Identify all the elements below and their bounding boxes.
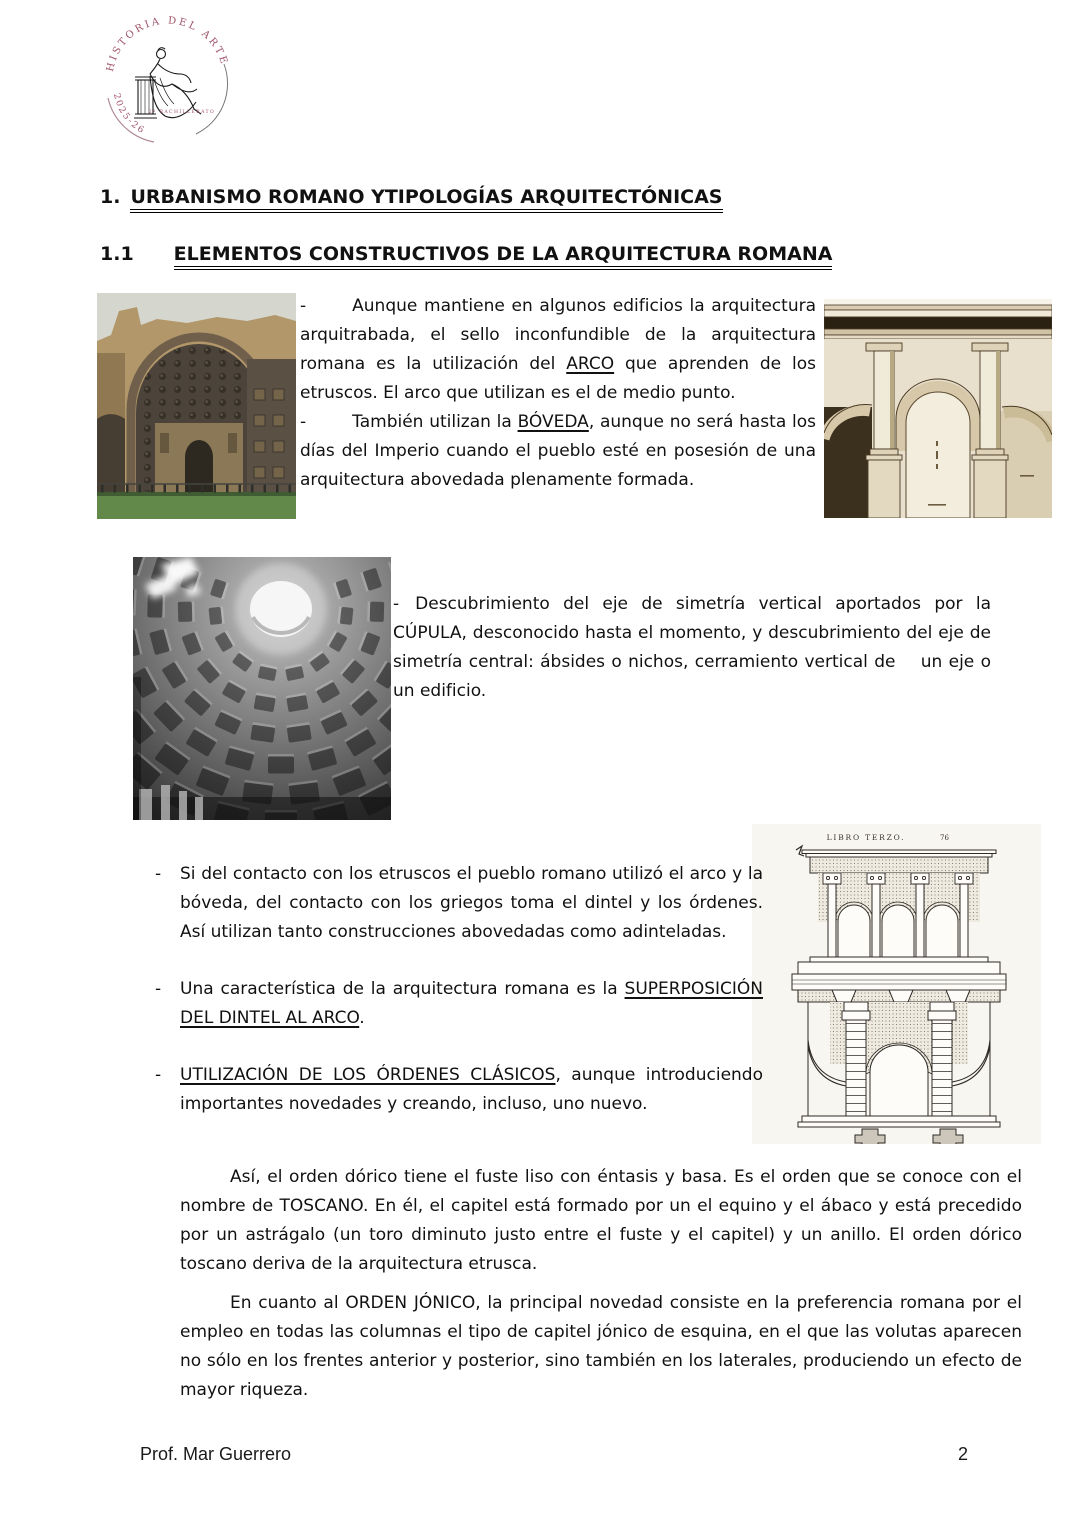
bullet-text: , aunque no será hasta los días del Imperio cuando el pueblo esté en posesión de una arquitectura abovedada plenamente formada.	[300, 412, 816, 490]
logo-arc-text-top	[105, 15, 230, 72]
logo-school-year: 2º BACHILLERATO	[148, 110, 216, 115]
logo-seated-figure	[134, 48, 201, 118]
bullet-superposicion	[155, 975, 763, 1033]
serlio-engraving	[752, 824, 1041, 1144]
bullet-text: que aprenden de los etruscos. El arco que utilizan es el de medio punto.	[300, 354, 816, 403]
bullet-text: Descubrimiento del eje de simetría vertical aportados por la CÚPULA, desconocido hasta el momento, y descubrimiento del eje de simetría central: ábsides o nichos, cerramiento vertical de un eje o un edificio.	[393, 594, 991, 701]
bullet-text: , aunque introduciendo importantes novedades y creando, incluso, uno nuevo.	[180, 1065, 763, 1114]
bullet-keyword-ordenes: UTILIZACIÓN DE LOS ÓRDENES CLÁSICOS	[180, 1065, 556, 1085]
course-logo	[98, 14, 238, 146]
bullet-dash: -	[155, 979, 162, 999]
bullet-dash: -	[300, 296, 307, 316]
bullet-keyword-boveda: BÓVEDA	[517, 412, 589, 432]
bullet-arco	[300, 292, 816, 408]
bullet-dash: -	[155, 1065, 162, 1085]
bullet-dash: -	[155, 864, 162, 884]
bullet-text: Si del contacto con los etruscos el pueblo romano utilizó el arco y la bóveda, del contacto con los griegos toma el dintel y los órdenes. Así utilizan tanto construcciones abovedadas como adinteladas.	[180, 864, 763, 942]
bullet-dash: -	[393, 594, 400, 614]
footer-author: Prof. Mar Guerrero	[140, 1444, 292, 1464]
section-heading-1	[100, 186, 723, 213]
heading-number: 1.	[100, 186, 121, 208]
logo-arc-bottom-label: 2025-26	[110, 92, 147, 137]
arcade-engraving-graphic	[824, 299, 1052, 518]
serlio-page-number: 76	[940, 834, 949, 842]
bullet-cupula	[393, 590, 991, 706]
heading-title: URBANISMO ROMANO YTIPOLOGÍAS ARQUITECTÓNICAS	[130, 186, 722, 213]
ruins-photo	[97, 293, 296, 519]
heading-number: 1.1	[100, 243, 134, 265]
bullet-text: También utilizan la	[352, 412, 518, 432]
pantheon-dome-photo	[133, 557, 391, 820]
arcade-engraving	[824, 299, 1052, 518]
arch-vault-bullets	[300, 292, 816, 495]
bullet-etruscos-griegos	[155, 860, 763, 947]
footer-page-number: 2	[958, 1444, 969, 1464]
ruins-photo-graphic	[97, 293, 296, 519]
bullet-ordenes-clasicos	[155, 1061, 763, 1119]
serlio-engraving-graphic	[752, 824, 1041, 1144]
bullet-text: Una característica de la arquitectura romana es la	[180, 979, 625, 999]
bullet-text: .	[359, 1008, 365, 1028]
orders-bullets	[155, 860, 763, 1147]
bullet-boveda	[300, 408, 816, 495]
serlio-caption: LIBRO TERZO.	[826, 833, 906, 842]
heading-title: ELEMENTOS CONSTRUCTIVOS DE LA ARQUITECTURA ROMANA	[174, 243, 833, 270]
oculus	[250, 581, 312, 637]
paragraph-toscano: Así, el orden dórico tiene el fuste liso con éntasis y basa. Es el orden que se conoce con el nombre de TOSCANO. En él, el capitel está formado por un el equino y el ábaco y está precedido por un astrágalo (un toro diminuto justo entre el fuste y el capitel) y un anillo. El orden dórico toscano deriva de la arquitectura etrusca.	[180, 1167, 1022, 1274]
paragraph-jonico: En cuanto al ORDEN JÓNICO, la principal novedad consiste en la preferencia romana por el empleo en todas las columnas el tipo de capitel jónico de esquina, en el que las volutas aparecen no sólo en los frentes anterior y posterior, sino también en los laterales, produciendo un efecto de mayor riqueza.	[180, 1293, 1022, 1400]
bullet-text: Aunque mantiene en algunos edificios la arquitectura arquitrabada, el sello inconfundible de la arquitectura romana es la utilización del	[300, 296, 816, 374]
logo-arc-line-right	[196, 64, 228, 134]
bullet-dash: -	[300, 412, 307, 432]
section-heading-1-1	[100, 243, 832, 270]
bullet-keyword-superposicion: SUPERPOSICIÓN DEL DINTEL AL ARCO	[180, 979, 763, 1028]
course-logo-graphic	[98, 14, 238, 146]
cupula-bullet-block	[393, 590, 991, 706]
logo-arc-top-label: HISTORIA DEL ARTE	[104, 15, 230, 73]
pantheon-dome-graphic	[133, 557, 391, 820]
bullet-keyword-arco: ARCO	[566, 354, 615, 374]
